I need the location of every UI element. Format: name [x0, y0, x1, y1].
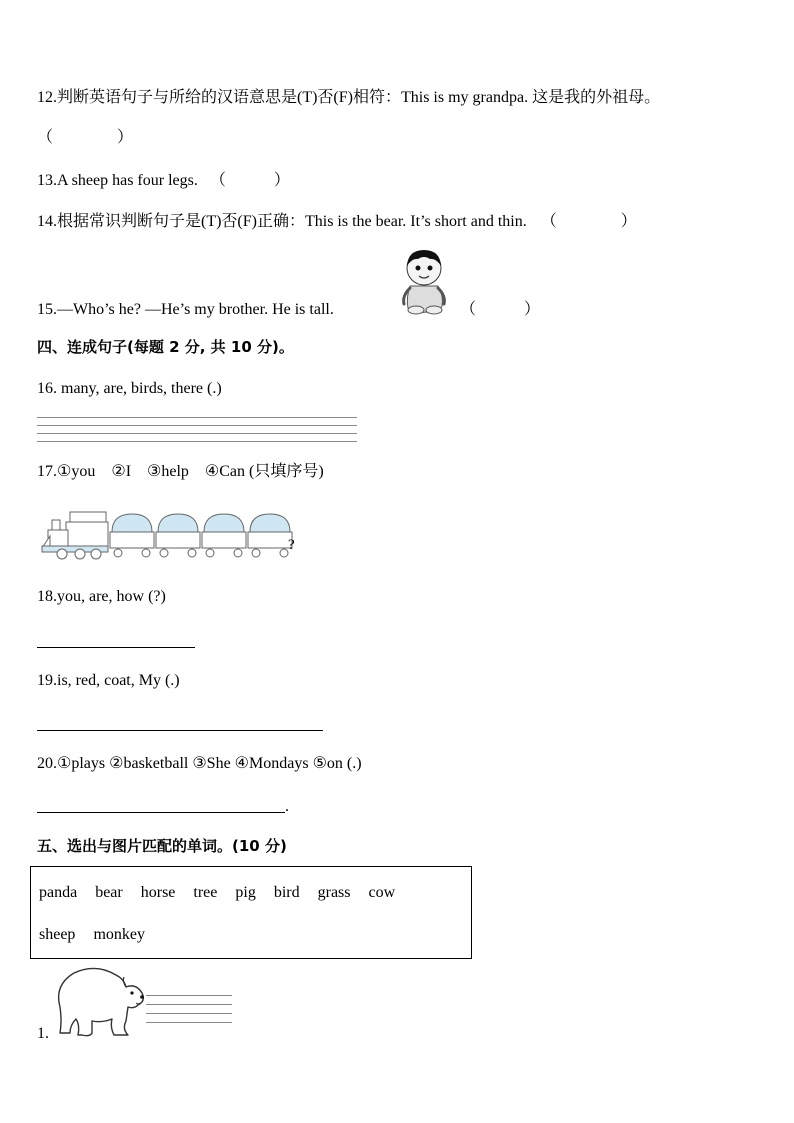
section-5-title: 五、选出与图片匹配的单词。(10 分): [37, 837, 287, 855]
question-18-text: 18.you, are, how (?): [37, 588, 166, 605]
question-14-text: 14.根据常识判断句子是(T)否(F)正确：This is the bear. It’s short and thin.: [37, 213, 527, 230]
word-bank-word: panda: [39, 884, 78, 901]
question-17: [37, 462, 324, 482]
word-bank-word: sheep: [39, 926, 76, 943]
question-20: [37, 754, 362, 774]
word-bank-word: bear: [95, 884, 123, 901]
question-16: [37, 379, 222, 399]
question-18-answer-line[interactable]: [37, 647, 195, 648]
word-bank-word: grass: [317, 884, 351, 901]
baby-boy-icon: [396, 246, 452, 316]
question-12-answer-paren[interactable]: （ ）: [37, 129, 134, 146]
word-bank-row-2: [39, 926, 159, 944]
question-14: [37, 212, 637, 232]
question-19-answer-line[interactable]: [37, 730, 323, 731]
question-19-text: 19.is, red, coat, My (.): [37, 672, 180, 689]
train-icon: [40, 508, 300, 564]
word-bank-row-1: [39, 884, 409, 902]
question-20-end-mark: .: [285, 798, 289, 815]
word-bank-box: [30, 866, 472, 959]
word-bank-word: tree: [193, 884, 218, 901]
question-16-text: 16. many, are, birds, there (.): [37, 380, 222, 397]
word-bank-word: pig: [235, 884, 256, 901]
question-20-answer-line[interactable]: [37, 812, 285, 813]
question-13-answer-paren[interactable]: （ ）: [209, 172, 290, 189]
question-19: [37, 671, 180, 691]
question-18: [37, 587, 166, 607]
question-12-text: 12.判断英语句子与所给的汉语意思是(T)否(F)相符：This is my grandpa. 这是我的外祖母。: [37, 89, 661, 106]
question-17-end-mark: ?: [288, 537, 295, 553]
question-17-text: 17.①you ②I ③help ④Can (只填序号): [37, 463, 324, 480]
section-4-title: 四、连成句子(每题 2 分, 共 10 分)。: [37, 338, 294, 356]
word-bank-word: bird: [273, 884, 300, 901]
question-16-writing-lines[interactable]: [37, 417, 357, 449]
question-12: [37, 88, 660, 108]
word-bank-word: horse: [140, 884, 176, 901]
question-20-text: 20.①plays ②basketball ③She ④Mondays ⑤on (.): [37, 755, 362, 772]
question-15-answer-paren[interactable]: （ ）: [460, 301, 541, 318]
question-14-answer-paren[interactable]: （ ）: [540, 213, 637, 230]
word-bank-word: monkey: [93, 926, 145, 943]
picture-1-writing-lines[interactable]: [146, 995, 232, 1030]
question-15: [37, 300, 334, 320]
question-13-text: 13.A sheep has four legs.: [37, 172, 198, 189]
word-bank-word: cow: [368, 884, 396, 901]
question-13: [37, 171, 290, 191]
picture-1-label: 1.: [37, 1025, 49, 1042]
polar-bear-icon: [52, 963, 148, 1039]
question-15-text: 15.—Who’s he? —He’s my brother. He is tall.: [37, 301, 334, 318]
